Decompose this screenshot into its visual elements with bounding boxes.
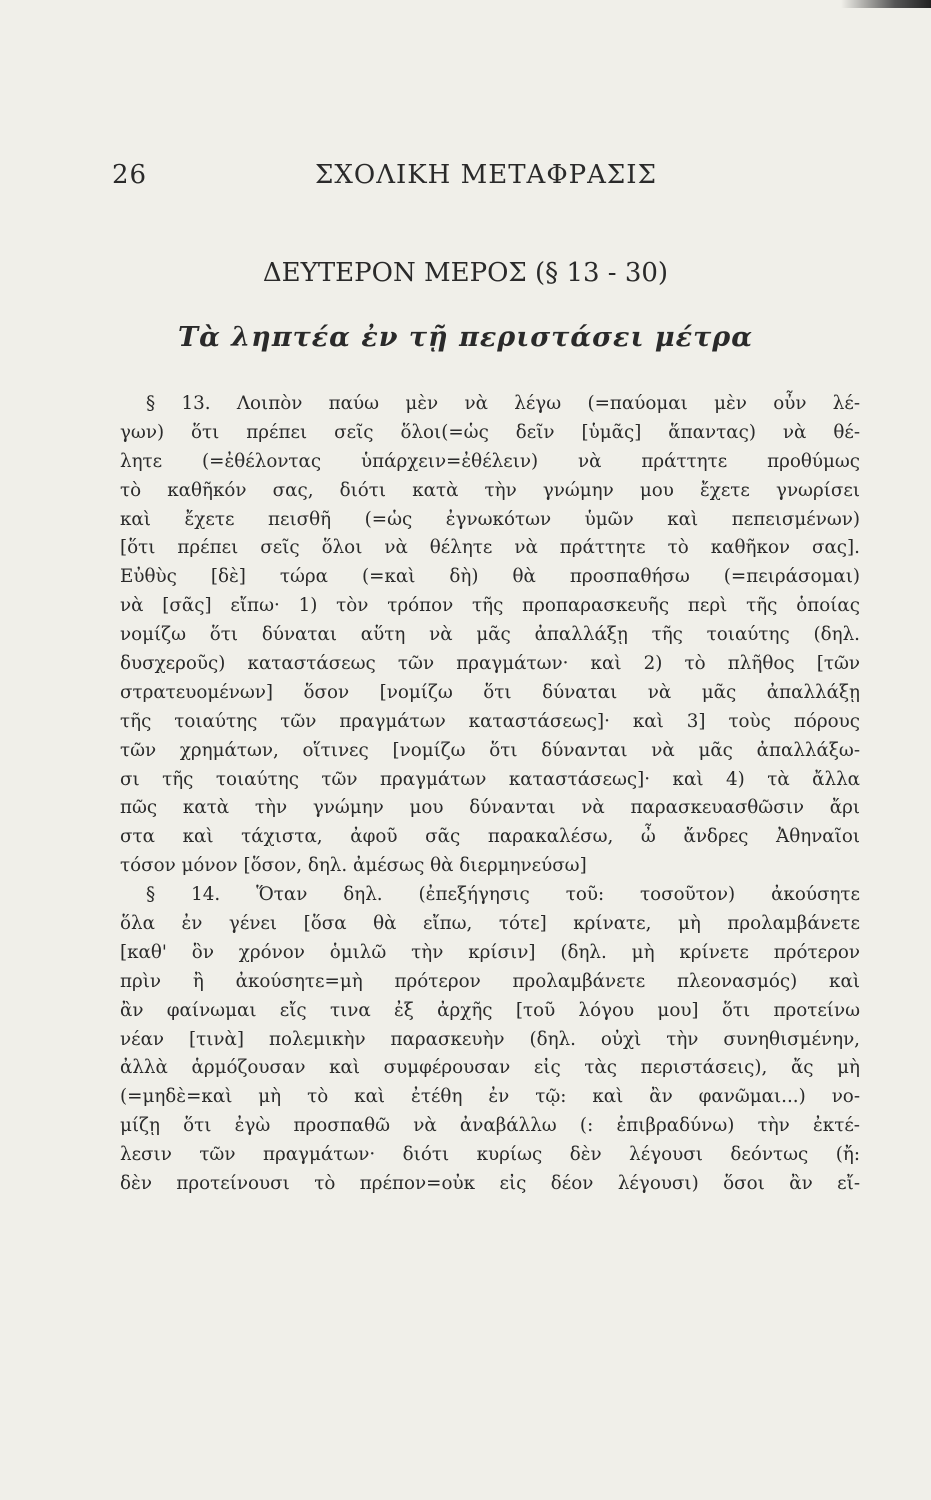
text-line: § 14. Ὅταν δηλ. (ἐπεξήγησις τοῦ: τοσοῦτον) ἀκούσητε xyxy=(146,884,860,906)
text-line: τὸ καθῆκόν σας, διότι κατὰ τὴν γνώμην μου ἔχετε γνωρίσει xyxy=(120,479,860,501)
text-line: δὲν προτείνουσι τὸ πρέπον=οὐκ εἰς δέον λέγουσι) ὅσοι ἂν εἴ- xyxy=(120,1173,860,1195)
body-text xyxy=(120,390,860,1199)
text-line: στρατευομένων] ὅσον [νομίζω ὅτι δύναται νὰ μᾶς ἀπαλλάξῃ xyxy=(120,681,860,703)
text-line: τῆς τοιαύτης τῶν πραγμάτων καταστάσεως]· καὶ 3] τοὺς πόρους xyxy=(120,710,860,732)
text-line: λεσιν τῶν πραγμάτων· διότι κυρίως δὲν λέγουσι δεόντως (ἤ: xyxy=(120,1144,860,1166)
part-heading: ΔΕΥΤΕΡΟΝ ΜΕΡΟΣ (§ 13 - 30) xyxy=(262,258,669,288)
text-line: νέαν [τινὰ] πολεμικὴν παρασκευὴν (δηλ. οὐχὶ τὴν συνηθισμένην, xyxy=(120,1028,860,1050)
running-title: ΣΧΟΛΙΚΗ ΜΕΤΑΦΡΑΣΙΣ xyxy=(315,160,657,190)
running-head xyxy=(0,160,931,200)
text-line: στα καὶ τάχιστα, ἀφοῦ σᾶς παρακαλέσω, ὦ ἄνδρες Ἀθηναῖοι xyxy=(120,826,860,848)
text-line: μίζῃ ὅτι ἐγὼ προσπαθῶ νὰ ἀναβάλλω (: ἐπιβραδύνω) τὴν ἐκτέ- xyxy=(120,1115,860,1137)
text-line: Εὐθὺς [δὲ] τώρα (=καὶ δὴ) θὰ προσπαθήσω (=πειράσομαι) xyxy=(120,566,860,588)
text-line: ἂν φαίνωμαι εἴς τινα ἐξ ἀρχῆς [τοῦ λόγου μου] ὅτι προτείνω xyxy=(120,999,860,1021)
text-line: πῶς κατὰ τὴν γνώμην μου δύνανται νὰ παρασκευασθῶσιν ἄρι xyxy=(120,797,860,819)
text-line: [καθ' ὃν χρόνον ὁμιλῶ τὴν κρίσιν] (δηλ. μὴ κρίνετε πρότερον xyxy=(120,941,860,963)
text-line: σι τῆς τοιαύτης τῶν πραγμάτων καταστάσεως]· καὶ 4) τὰ ἄλλα xyxy=(120,768,860,790)
text-line: νὰ [σᾶς] εἴπω· 1) τὸν τρόπον τῆς προπαρασκευῆς περὶ τῆς ὁποίας xyxy=(120,595,860,617)
text-line: δυσχεροῦς) καταστάσεως τῶν πραγμάτων· καὶ 2) τὸ πλῆθος [τῶν xyxy=(120,653,860,675)
page-edge-mark xyxy=(841,0,931,8)
section-title: Τὰ ληπτέα ἐν τῇ περιστάσει μέτρα xyxy=(177,322,753,353)
text-line: § 13. Λοιπὸν παύω μὲν νὰ λέγω (=παύομαι μὲν οὖν λέ- xyxy=(146,393,860,414)
text-line: τόσον μόνον [ὅσον, δηλ. ἀμέσως θὰ διερμηνεύσω] xyxy=(120,855,587,877)
text-line: πρὶν ἢ ἀκούσητε=μὴ πρότερον προλαμβάνετε πλεονασμός) καὶ xyxy=(120,970,860,992)
text-line: νομίζω ὅτι δύναται αὕτη νὰ μᾶς ἀπαλλάξῃ τῆς τοιαύτης (δηλ. xyxy=(120,624,860,646)
text-line: ὅλα ἐν γένει [ὅσα θὰ εἴπω, τότε] κρίνατε, μὴ προλαμβάνετε xyxy=(120,913,860,935)
text-line: λητε (=ἐθέλοντας ὑπάρχειν=ἐθέλειν) νὰ πράττητε προθύμως xyxy=(120,450,860,472)
text-line: [ὅτι πρέπει σεῖς ὅλοι νὰ θέλητε νὰ πράττητε τὸ καθῆκον σας]. xyxy=(120,537,860,559)
text-line: καὶ ἔχετε πεισθῆ (=ὡς ἐγνωκότων ὑμῶν καὶ πεπεισμένων) xyxy=(120,508,860,530)
text-line: τῶν χρημάτων, οἵτινες [νομίζω ὅτι δύνανται νὰ μᾶς ἀπαλλάξω- xyxy=(120,739,860,761)
page-number: 26 xyxy=(112,160,148,190)
text-line: γων) ὅτι πρέπει σεῖς ὅλοι(=ὡς δεῖν [ὑμᾶς] ἅπαντας) νὰ θέ- xyxy=(120,421,860,443)
text-line: (=μηδὲ=καὶ μὴ τὸ καὶ ἐτέθη ἐν τῷ: καὶ ἂν φανῶμαι...) νο- xyxy=(120,1086,860,1108)
text-line: ἀλλὰ ἁρμόζουσαν καὶ συμφέρουσαν εἰς τὰς περιστάσεις), ἄς μὴ xyxy=(120,1057,860,1079)
